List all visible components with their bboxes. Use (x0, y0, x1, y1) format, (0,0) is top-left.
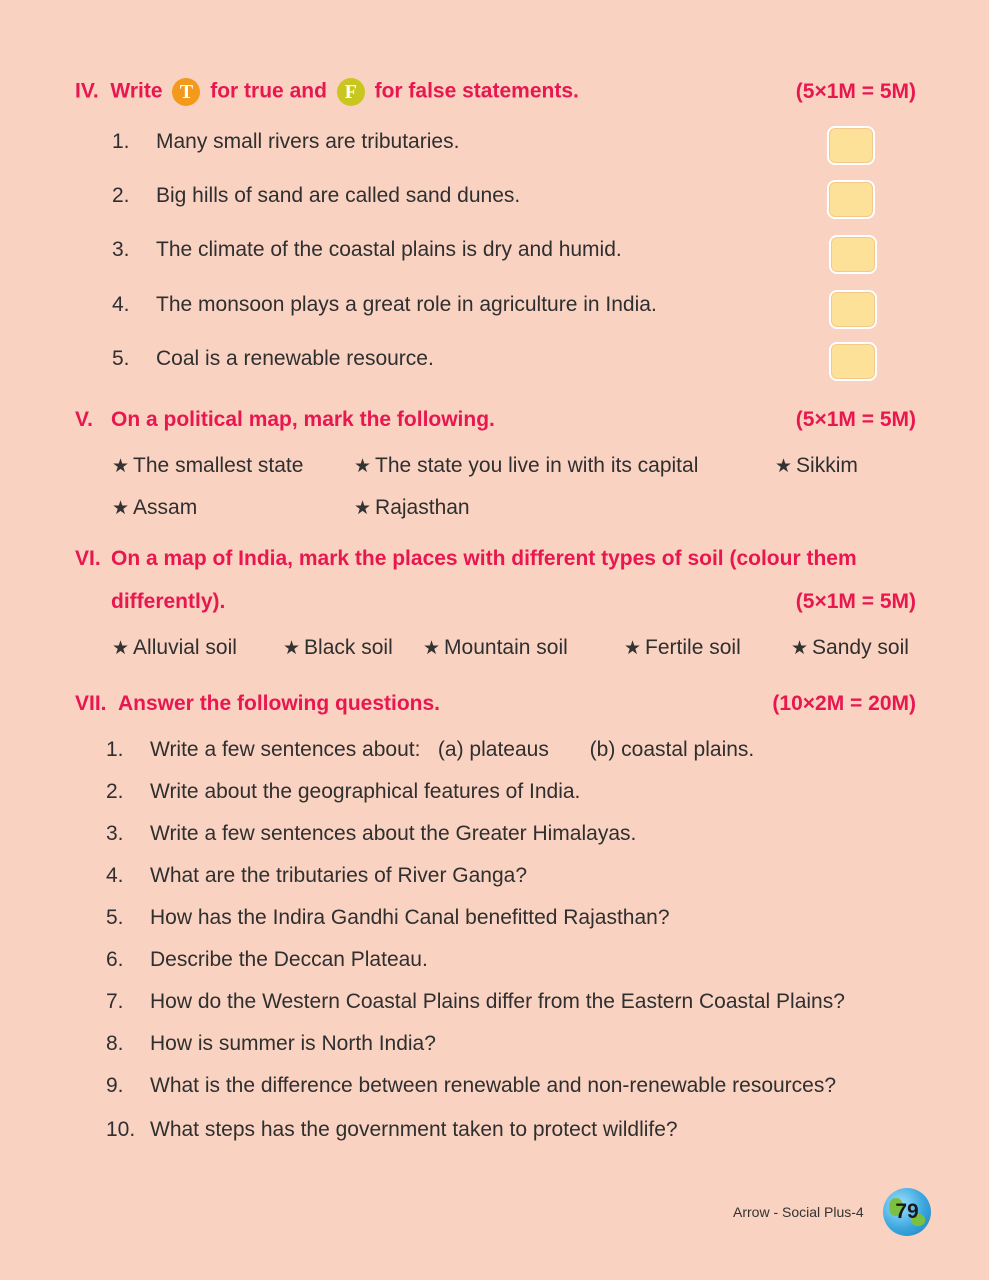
page-number: 79 (895, 1200, 919, 1223)
answer-box[interactable] (827, 180, 875, 219)
tf-item: 5. Coal is a renewable resource. (112, 347, 434, 370)
map-item: ★ Sikkim (775, 454, 858, 477)
heading-text: for true and (210, 79, 327, 103)
heading-text: differently). (111, 590, 226, 613)
question-item: 10. What steps has the government taken to protect wildlife? (106, 1118, 678, 1141)
section-number: IV. (75, 79, 99, 103)
question-item: 5. How has the Indira Gandhi Canal benefitted Rajasthan? (106, 906, 670, 929)
soil-item: ★ Sandy soil (791, 636, 909, 659)
question-item: 8. How is summer is North India? (106, 1032, 436, 1055)
question-item: 1. Write a few sentences about: (a) plateaus (b) coastal plains. (106, 738, 755, 761)
tf-item: 3. The climate of the coastal plains is dry and humid. (112, 238, 622, 261)
marks-label: (10×2M = 20M) (772, 692, 916, 715)
question-item: 9. What is the difference between renewable and non-renewable resources? (106, 1074, 837, 1097)
section-number: V. (75, 408, 93, 431)
map-item: ★ The smallest state (112, 454, 304, 477)
star-icon: ★ (423, 638, 441, 659)
soil-item: ★ Mountain soil (423, 636, 568, 659)
star-icon: ★ (112, 456, 130, 477)
answer-box[interactable] (829, 235, 877, 274)
tf-item: 1. Many small rivers are tributaries. (112, 130, 460, 153)
star-icon: ★ (791, 638, 809, 659)
marks-label: (5×1M = 5M) (795, 80, 916, 103)
star-icon: ★ (283, 638, 301, 659)
tf-item: 2. Big hills of sand are called sand dunes. (112, 184, 521, 207)
soil-item: ★ Fertile soil (624, 636, 741, 659)
section-number: VII. (75, 692, 107, 715)
heading-text: On a political map, mark the following. (111, 408, 495, 431)
soil-item: ★ Black soil (283, 636, 393, 659)
false-badge: F (337, 78, 365, 106)
star-icon: ★ (112, 498, 130, 519)
map-item: ★ Assam (112, 496, 198, 519)
heading-text: Write (110, 79, 163, 103)
section-6-heading-line2 (75, 590, 916, 614)
section-6-heading (75, 547, 916, 571)
section-number: VI. (75, 547, 101, 570)
heading-text: On a map of India, mark the places with different types of soil (colour them (111, 547, 857, 570)
marks-label: (5×1M = 5M) (795, 408, 916, 431)
section-5-heading (75, 408, 916, 432)
globe-icon (883, 1188, 931, 1236)
question-item: 7. How do the Western Coastal Plains differ from the Eastern Coastal Plains? (106, 990, 845, 1013)
book-title: Arrow - Social Plus-4 (733, 1204, 864, 1220)
section-4-heading (75, 78, 916, 106)
star-icon: ★ (112, 638, 130, 659)
section-7-heading (75, 692, 916, 716)
question-item: 6. Describe the Deccan Plateau. (106, 948, 428, 971)
star-icon: ★ (354, 498, 372, 519)
answer-box[interactable] (829, 342, 877, 381)
star-icon: ★ (775, 456, 793, 477)
star-icon: ★ (354, 456, 372, 477)
tf-item: 4. The monsoon plays a great role in agriculture in India. (112, 293, 657, 316)
true-badge: T (172, 78, 200, 106)
answer-box[interactable] (827, 126, 875, 165)
heading-text: Answer the following questions. (118, 692, 441, 715)
marks-label: (5×1M = 5M) (795, 590, 916, 613)
question-item: 4. What are the tributaries of River Ganga? (106, 864, 528, 887)
question-item: 3. Write a few sentences about the Greater Himalayas. (106, 822, 637, 845)
heading-text: for false statements. (374, 79, 579, 103)
soil-item: ★ Alluvial soil (112, 636, 237, 659)
star-icon: ★ (624, 638, 642, 659)
map-item: ★ Rajasthan (354, 496, 470, 519)
question-item: 2. Write about the geographical features of India. (106, 780, 581, 803)
answer-box[interactable] (829, 290, 877, 329)
map-item: ★ The state you live in with its capital (354, 454, 699, 477)
